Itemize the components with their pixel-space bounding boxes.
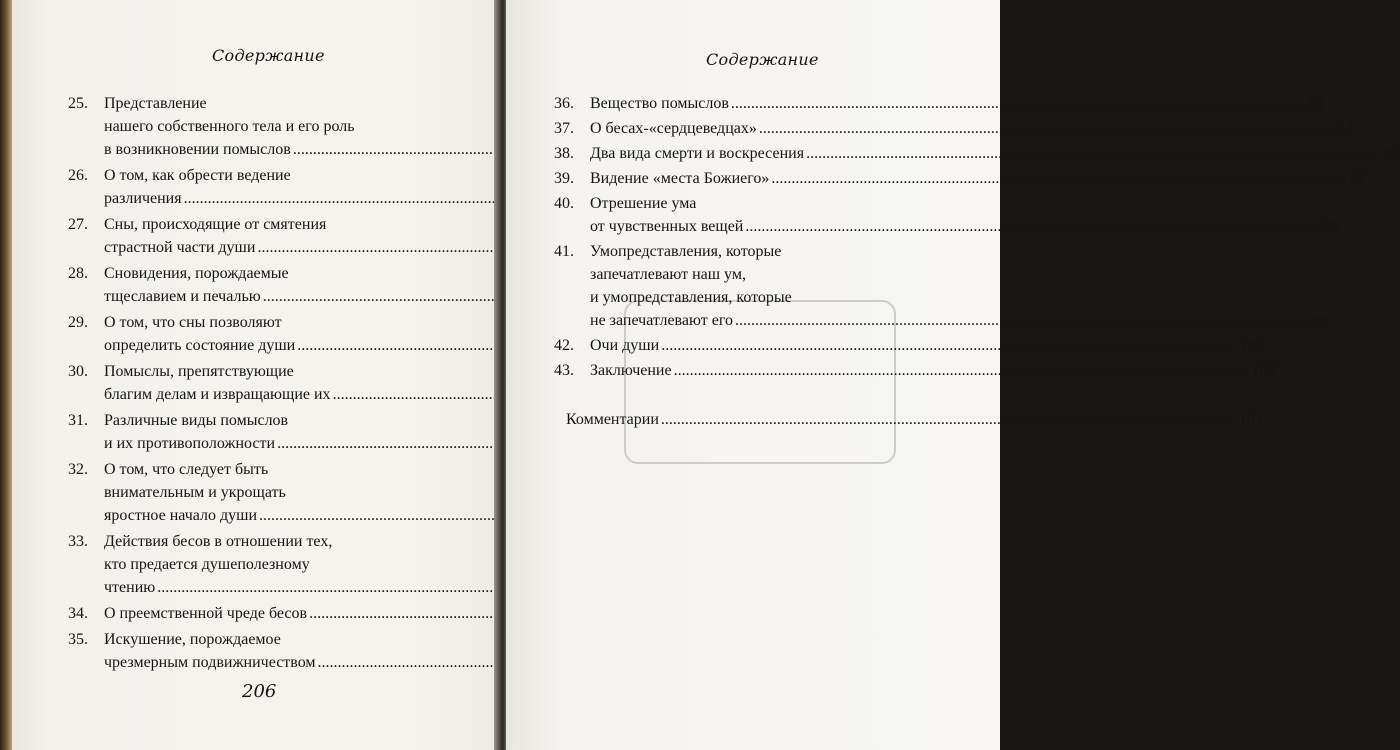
toc-list (68, 92, 414, 677)
toc-entry (554, 359, 1276, 382)
toc-entry-last-line (590, 92, 1325, 115)
toc-entry-title-line: О том, что сны позволяют (104, 314, 282, 331)
toc-entry (68, 409, 414, 455)
toc-entry-title: Заключение (590, 362, 672, 379)
page-header: Содержание (706, 50, 819, 69)
toc-leader-dots (674, 359, 1250, 382)
toc-list (554, 92, 1400, 431)
toc-entry-title: О преемственной чреде бесов (104, 605, 308, 622)
toc-entry-title: различения (104, 190, 182, 207)
toc-entry-title-line: кто предается душеполезному (104, 556, 310, 573)
toc-entry-body (590, 359, 1276, 382)
toc-entry (68, 360, 414, 406)
toc-leader-dots (661, 408, 1237, 431)
toc-entry-title: Два вида смерти и воскресения (590, 145, 805, 162)
toc-leader-dots (731, 92, 1307, 115)
toc-entry-title: в возникновении помыслов (104, 141, 291, 158)
toc-entry (68, 458, 414, 527)
toc-entry (554, 142, 1400, 165)
toc-entry-title: Очи души (590, 337, 660, 354)
toc-entry-title-line: нашего собственного тела и его роль (104, 118, 355, 135)
toc-entry-title-line: Искушение, порождаемое (104, 631, 281, 648)
toc-entry (554, 192, 1340, 238)
toc-entry-title: не запечатлевают его (590, 312, 733, 329)
toc-entry-number: 38. (554, 145, 574, 162)
toc-entry-page: 93 (1336, 120, 1353, 137)
toc-entry-body (590, 334, 1263, 357)
toc-entry-body (590, 167, 1365, 190)
toc-entry-page: 99 (1313, 312, 1329, 329)
toc-leader-dots (771, 167, 1347, 190)
toc-entry (68, 92, 414, 161)
page-number: 206 (242, 681, 277, 702)
toc-entry-number: 30. (68, 363, 88, 380)
toc-entry (68, 628, 414, 674)
toc-entry-number: 26. (68, 167, 88, 184)
toc-entry (68, 602, 414, 625)
toc-entry-title: чтению (104, 579, 156, 596)
toc-entry-last-line (590, 167, 1365, 190)
toc-entry (68, 164, 414, 210)
toc-entry-number: 43. (554, 362, 574, 379)
toc-entry-title: тщеславием и печалью (104, 288, 261, 305)
toc-entry-title: от чувственных вещей (590, 218, 744, 235)
toc-entry-title-line: запечатлевают наш ум, (590, 266, 746, 283)
toc-leader-dots (759, 117, 1335, 140)
right-page (506, 0, 1400, 750)
toc-entry-body (590, 240, 1329, 332)
toc-entry-number: 42. (554, 337, 574, 354)
toc-entry-number: 39. (554, 170, 574, 187)
toc-entry-title-line: Различные виды помыслов (104, 412, 289, 429)
toc-entry-title: О бесах-«сердцеведцах» (590, 120, 757, 137)
toc-entry (554, 92, 1325, 115)
toc-entry-page: 91 (1308, 95, 1325, 112)
toc-entries (554, 92, 1400, 382)
toc-entry-last-line (590, 359, 1276, 382)
toc-entry (68, 213, 414, 259)
toc-entry-page: 102 (1239, 337, 1264, 354)
toc-entry-body (590, 192, 1339, 238)
toc-leader-dots (745, 215, 1321, 238)
toc-entry-page: 97 (1349, 170, 1366, 187)
toc-entry-title-line: Помыслы, препятствующие (104, 363, 294, 380)
toc-entry-number: 29. (68, 314, 88, 331)
toc-entry-page: 98 (1323, 218, 1340, 235)
toc-entry (554, 240, 1329, 332)
toc-entry-title-line: Сновидения, порождаемые (104, 265, 289, 282)
toc-entry-page: 104 (1238, 411, 1263, 428)
toc-entry-title-line: Действия бесов в отношении тех, (104, 533, 333, 550)
toc-leader-dots (735, 309, 1311, 332)
toc-entry-number: 33. (68, 533, 88, 550)
toc-entry-page: 96 (1384, 145, 1400, 162)
toc-entry-title: благим делам и извращающие их (104, 386, 331, 403)
toc-comments-entry (566, 408, 1263, 431)
toc-entry-number: 40. (554, 195, 574, 212)
toc-leader-dots (806, 142, 1382, 165)
toc-entry-title: Вещество помыслов (590, 95, 729, 112)
toc-entry-title-line: О том, как обрести ведение (104, 167, 291, 184)
toc-entry-title: страстной части души (104, 239, 256, 256)
left-page (12, 0, 498, 750)
toc-entry-title: определить состояние души (104, 337, 296, 354)
toc-entry-number: 34. (68, 605, 88, 622)
toc-entry-body (590, 142, 1400, 165)
toc-entry-body (590, 117, 1353, 140)
toc-entry-number: 31. (68, 412, 88, 429)
toc-entry-number: 27. (68, 216, 88, 233)
toc-entry-last-line (590, 309, 1329, 332)
toc-entry-number: 35. (68, 631, 88, 648)
toc-leader-dots (661, 334, 1237, 357)
toc-entry-page: 103 (1251, 362, 1276, 379)
toc-entry-number: 36. (554, 95, 574, 112)
toc-entry-title-line: Отрешение ума (590, 195, 697, 212)
page-header: Содержание (212, 46, 325, 65)
toc-entry-title-line: Умопредставления, которые (590, 243, 782, 260)
toc-entry-number: 25. (68, 95, 88, 112)
toc-entry-title: Видение «места Божиего» (590, 170, 770, 187)
book-edge (0, 0, 12, 750)
toc-entry (554, 167, 1366, 190)
toc-entry-last-line (590, 215, 1339, 238)
toc-entry-last-line (590, 142, 1400, 165)
toc-entry-title-line: Представление (104, 95, 207, 112)
toc-entry-number: 28. (68, 265, 88, 282)
toc-entry (68, 262, 414, 308)
toc-entry-last-line (590, 117, 1353, 140)
toc-entry-title: чрезмерным подвижничеством (104, 654, 316, 671)
toc-entry-title: Комментарии (566, 411, 659, 428)
toc-entry-title: и их противоположности (104, 435, 276, 452)
toc-entry (554, 334, 1264, 357)
toc-entry-title-line: и умопредставления, которые (590, 289, 792, 306)
toc-entry-title-line: О том, что следует быть (104, 461, 269, 478)
toc-entry (68, 530, 414, 599)
toc-entry (554, 117, 1353, 140)
toc-entry-title: яростное начало души (104, 507, 258, 524)
toc-entry-number: 37. (554, 120, 574, 137)
toc-entry-title-line: Сны, происходящие от смятения (104, 216, 327, 233)
toc-entry-number: 41. (554, 243, 574, 260)
toc-entry (68, 311, 414, 357)
toc-entry-title-line: внимательным и укрощать (104, 484, 286, 501)
toc-entry-body (590, 92, 1325, 115)
toc-entry-number: 32. (68, 461, 88, 478)
toc-entry-last-line (590, 334, 1263, 357)
